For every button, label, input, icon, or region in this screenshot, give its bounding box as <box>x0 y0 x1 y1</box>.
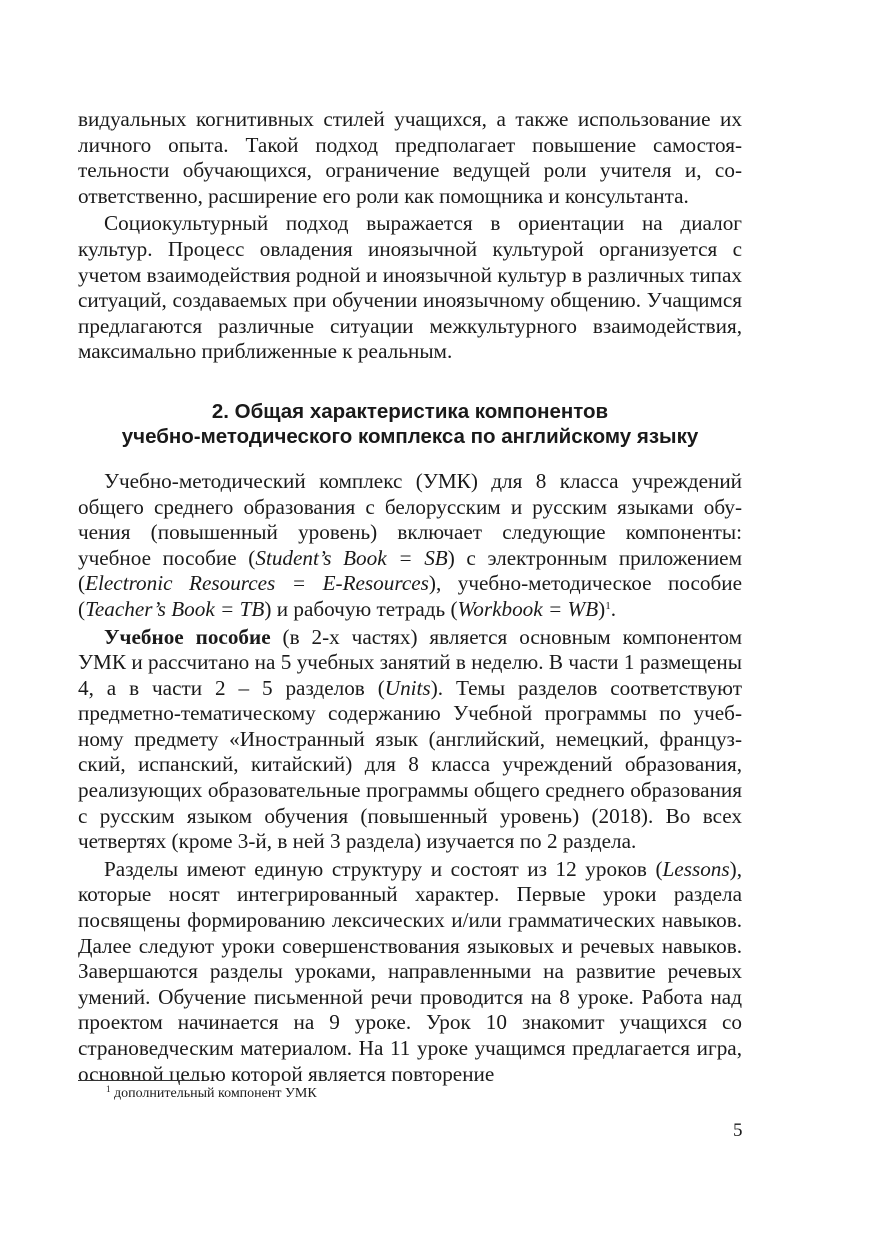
italic-term: Lessons <box>662 856 730 881</box>
italic-term: Electronic Resources = E-Resources <box>85 571 429 596</box>
text-run: ) и рабочую тетрадь ( <box>264 596 458 621</box>
footnote <box>106 1086 317 1102</box>
text-run: ), учебно-методическое пособие ( <box>78 571 742 621</box>
text-run: ) с электронным приложением ( <box>78 545 742 596</box>
page-number: 5 <box>733 1120 743 1141</box>
footnote-reference: 1 <box>605 599 611 612</box>
text-run: ), которые носят интегрированный характер. Первые уроки раздела посвящены формированию лексических и/или грамматических навыков. Далее следуют уроки совершенствования языковых и речевых навыков. Завершаются разделы уроками, направленными на развитие речевых умений. Обучение письменной речи проводится на 8 уроке. Работа над проектом начинается на 9 уроке. Урок 10 знакомит учащихся со страноведческим материалом. На 11 уроке учащимся предлагается игра, основной целью которой является повторение <box>78 856 742 1086</box>
italic-term: Units <box>384 675 431 700</box>
page-body <box>78 107 742 1087</box>
paragraph-sociocultural: Социокультурный подход выражается в ориентации на диалог культур. Процесс овладения иноязычной культурой организуется с учетом взаимодействия родной и иноязычной культур в различных типах ситуаций, создаваемых при обучении иноязычному общению. Учащимся предлагаются различные ситуации межкультурного взаимодействия, максимально приближенные к реальным. <box>78 211 742 364</box>
italic-term: Student’s Book = SB <box>255 545 448 570</box>
bold-term: Учебное пособие <box>104 624 271 649</box>
text-run: Разделы имеют единую структуру и состоят из 12 уроков ( <box>104 856 663 881</box>
footnote-marker: 1 <box>106 1084 111 1094</box>
paragraph-continuation: видуальных когнитивных стилей учащихся, а также использование их личного опыта. Такой подход предполагает повышение самостоятельности обучающихся, ограничение ведущей роли учителя и, соответственно, расширение его роли как помощника и консультанта. <box>78 107 742 208</box>
paragraph-units-structure <box>78 857 742 1087</box>
paragraph-textbook <box>78 625 742 855</box>
section-heading-line-2: учебно-методического комплекса по английскому языку <box>121 424 699 448</box>
text-run: (в 2-х частях) является основным компонентом УМК и рассчитано на 5 учебных занятий в неделю. В части 1 размещены 4, а в части 2 – 5 разделов ( <box>78 624 742 700</box>
text-run: . <box>610 596 617 621</box>
paragraph-umk-components <box>78 469 742 623</box>
footnote-text: дополнительный компонент УМК <box>110 1086 317 1101</box>
text-run: ). Темы разделов соответствуют предметно-тематическому содержанию Учебной программы по учебному предмету «Иностранный язык (английский, немецкий, французский, испанский, китайский) для 8 класса учреждений образования, реализующих образовательные программы общего среднего образования с русским языком обучения (повышенный уровень) (2018). Во всех четвертях (кроме 3-й, в ней 3 раздела) изучается по 2 раздела. <box>78 675 742 854</box>
text-run: ) <box>598 596 606 621</box>
section-heading-line-1: 2. Общая характеристика компонентов <box>211 399 609 423</box>
section-heading <box>78 399 742 449</box>
footnote-divider <box>78 1080 198 1081</box>
italic-term: Teacher’s Book = TB <box>85 596 265 621</box>
text-run: Учебно-методический комплекс (УМК) для 8 класса учреждений общего среднего образования с белорусским и русским языками обучения (повышенный уровень) включает следующие компоненты: учебное пособие ( <box>78 468 742 570</box>
italic-term: Workbook = WB <box>457 596 599 621</box>
